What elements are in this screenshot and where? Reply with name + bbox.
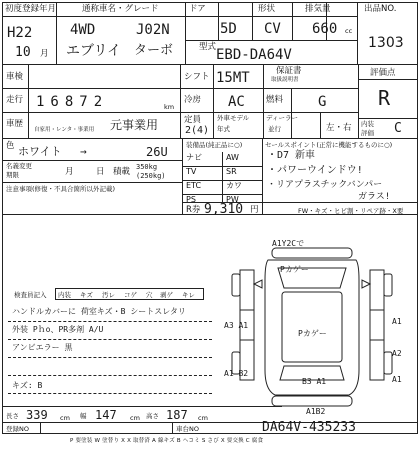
divider: [172, 422, 173, 434]
width-label: 幅: [80, 412, 87, 420]
color-arrow: →: [80, 145, 87, 158]
handle-label: 左・右: [326, 123, 352, 133]
drive-value: 4WD: [70, 22, 96, 38]
inspector-line3: アンビエラー 黒: [12, 343, 73, 352]
divider: [357, 2, 358, 64]
mark-right-front: A1: [392, 317, 402, 326]
model-label: 通称車名・グレード: [82, 4, 159, 14]
equipment-item: TV: [186, 167, 197, 176]
history-value: 元事業用: [110, 118, 159, 132]
divider: [40, 422, 41, 434]
legend-text: P 要塗装 W 塗替り X X 取替済 A 線キズ B ヘコミ S さび X 要交換 C 腐食: [70, 438, 264, 444]
shape-label: 形状: [258, 4, 276, 14]
type-code: EBD-DA64V: [216, 47, 292, 63]
model-code: J02N: [136, 22, 170, 38]
length-label: 長さ: [6, 412, 19, 420]
interior-sub: 評価: [361, 129, 374, 137]
inspector-option: キズ: [80, 291, 93, 299]
import-label: ディーラー: [266, 114, 298, 122]
recycle-value: 9,310: [204, 202, 244, 217]
warranty-label: 保証書: [276, 66, 302, 76]
divider: [320, 112, 321, 138]
mark-left-front: A3 A1: [224, 321, 249, 330]
key-legend: FW・キズ・ヒビ割・リペア跡・X要: [298, 207, 404, 215]
first-reg-year: H22: [7, 25, 33, 41]
width-unit: cm: [130, 414, 140, 422]
history-sub: 自家用・レンタ・事業用: [34, 127, 95, 133]
inspector-label: 検査員記入: [14, 291, 47, 299]
warranty-sub: 取扱説明書: [271, 77, 299, 83]
inspector-option: 穴: [146, 291, 153, 299]
mark-roof: Pカゲー: [298, 329, 327, 338]
inspector-option: キレ: [182, 291, 195, 299]
load-values: 350kg (250kg): [136, 163, 166, 180]
vin-label: 車検: [6, 72, 24, 82]
inspector-option: 内装: [58, 291, 71, 299]
first-reg-label: 初度登録年月: [5, 4, 57, 14]
sales-line3: ・リアプラスチックバンパー: [267, 180, 383, 190]
grade-value: ターボ: [134, 43, 174, 58]
model-year-sub: 年式: [217, 125, 230, 133]
repair-label: 注意事項(修復・不具合箇所以外記載): [6, 185, 116, 193]
height-label: 高さ: [146, 412, 159, 420]
capacity-value: 2(4): [185, 125, 210, 136]
deadline-label: 期限: [6, 171, 19, 179]
ac-value: AC: [228, 94, 245, 110]
divider: [8, 393, 212, 394]
color-value: ホワイト: [18, 145, 62, 158]
inspector-option: 汚レ: [102, 291, 115, 299]
length-unit: cm: [60, 414, 70, 422]
lot-label: 出品NO.: [364, 4, 397, 14]
sales-line4: ガラス!: [358, 192, 391, 202]
inspector-option: 剥ゲ: [160, 291, 173, 299]
divider: [2, 406, 282, 407]
equipment-item: ナビ: [186, 153, 202, 162]
registration-label: 登録NO: [6, 425, 29, 433]
divider: [2, 160, 182, 161]
length-value: 339: [26, 408, 48, 422]
day-label: 日: [96, 167, 105, 177]
color-label: 色: [6, 141, 15, 151]
divider: [8, 357, 212, 358]
shape-value: CV: [264, 21, 281, 37]
sales-line2: ・パワーウインドウ!: [267, 165, 363, 176]
equipment-item: ETC: [186, 181, 202, 190]
mark-rear-bumper: B3 A1: [302, 377, 327, 386]
displacement-value: 660: [312, 21, 338, 37]
recycle-unit: 円: [250, 205, 259, 215]
inspector-option: コゲ: [124, 291, 137, 299]
divider: [2, 16, 357, 17]
month-unit: 月: [40, 49, 49, 59]
divider: [185, 40, 357, 41]
divider: [56, 2, 57, 64]
divider: [2, 182, 182, 183]
fuel-label: 燃料: [266, 95, 284, 105]
height-value: 187: [166, 408, 188, 422]
equipment-label: 装備品(純正品に○): [186, 141, 243, 149]
divider: [358, 118, 418, 119]
doors-value: 5D: [220, 21, 237, 37]
divider: [8, 375, 212, 376]
equipment-item: PS: [186, 195, 196, 204]
divider: [222, 152, 223, 202]
sales-label: セールスポイント(正常に機能するものに○): [265, 141, 393, 149]
divider: [28, 64, 29, 138]
divider: [291, 88, 292, 138]
equipment-item: PW: [226, 195, 239, 204]
mark-rear: A1B2: [306, 407, 326, 416]
divider: [358, 64, 359, 138]
mark-front: A1Y2Cで: [272, 239, 305, 248]
equipment-item: カワ: [226, 181, 242, 190]
recycle-label: R券: [186, 205, 201, 215]
sales-line1: ・D7 新車: [267, 150, 316, 161]
interior-rating: C: [394, 121, 402, 136]
car-name: エブリイ: [66, 43, 122, 59]
divider: [2, 138, 418, 139]
first-reg-month: 10: [15, 45, 31, 60]
divider: [2, 214, 418, 215]
divider: [292, 2, 293, 40]
divider: [218, 2, 219, 40]
rating-label: 評価点: [370, 68, 396, 78]
fuel-value: G: [318, 94, 327, 110]
mileage-value: 16872: [36, 94, 109, 110]
chassis-label: 車台NO: [176, 425, 199, 433]
interior-label: 内装: [361, 120, 374, 128]
mark-left-rear: A1 B2: [224, 369, 249, 378]
displacement-unit: cc: [345, 27, 353, 35]
doors-label: ドア: [189, 4, 206, 14]
mileage-label: 走行: [6, 95, 24, 105]
color-code: 26U: [146, 145, 168, 159]
divider: [180, 64, 181, 138]
mark-hood: Pカゲー: [280, 265, 309, 274]
shift-value: 15MT: [216, 70, 250, 86]
inspector-line1: ハンドルカバーに 荷室キズ・B シートスレタリ: [12, 307, 186, 316]
divider: [263, 64, 264, 138]
load-label: 積載: [113, 167, 131, 177]
equipment-item: SR: [226, 167, 237, 176]
divider: [8, 339, 212, 340]
mileage-unit: km: [164, 103, 175, 111]
type-label: 型式: [199, 42, 217, 52]
inspector-options-box: [55, 288, 204, 300]
ac-label: 冷房: [184, 95, 202, 105]
import-sub: 並行: [268, 125, 281, 133]
capacity-label: 定員: [184, 115, 202, 125]
divider: [2, 64, 418, 65]
model-year-label: 外車モデル: [217, 114, 250, 122]
divider: [8, 321, 212, 322]
divider: [358, 79, 418, 80]
divider: [213, 64, 214, 138]
shift-label: シフト: [184, 72, 210, 82]
month-label: 月: [65, 167, 74, 177]
history-label: 車歴: [6, 119, 24, 129]
inspector-line2: 外装 Pｈo、PR多剤 A/U: [12, 325, 104, 334]
width-value: 147: [95, 408, 117, 422]
height-unit: cm: [198, 414, 208, 422]
equipment-item: AW: [226, 153, 239, 162]
mark-side-a2: A2: [392, 349, 402, 358]
divider: [252, 2, 253, 40]
mark-right-rear: A1: [392, 375, 402, 384]
displacement-label: 排気量: [305, 4, 331, 14]
inspector-line4: キズ: B: [12, 381, 43, 390]
chassis-value: DA64V-435233: [262, 420, 356, 435]
lot-number: 1303: [368, 35, 404, 51]
rating-value: R: [378, 86, 391, 110]
name-change-label: 名義変更: [6, 162, 32, 170]
divider: [185, 2, 186, 64]
